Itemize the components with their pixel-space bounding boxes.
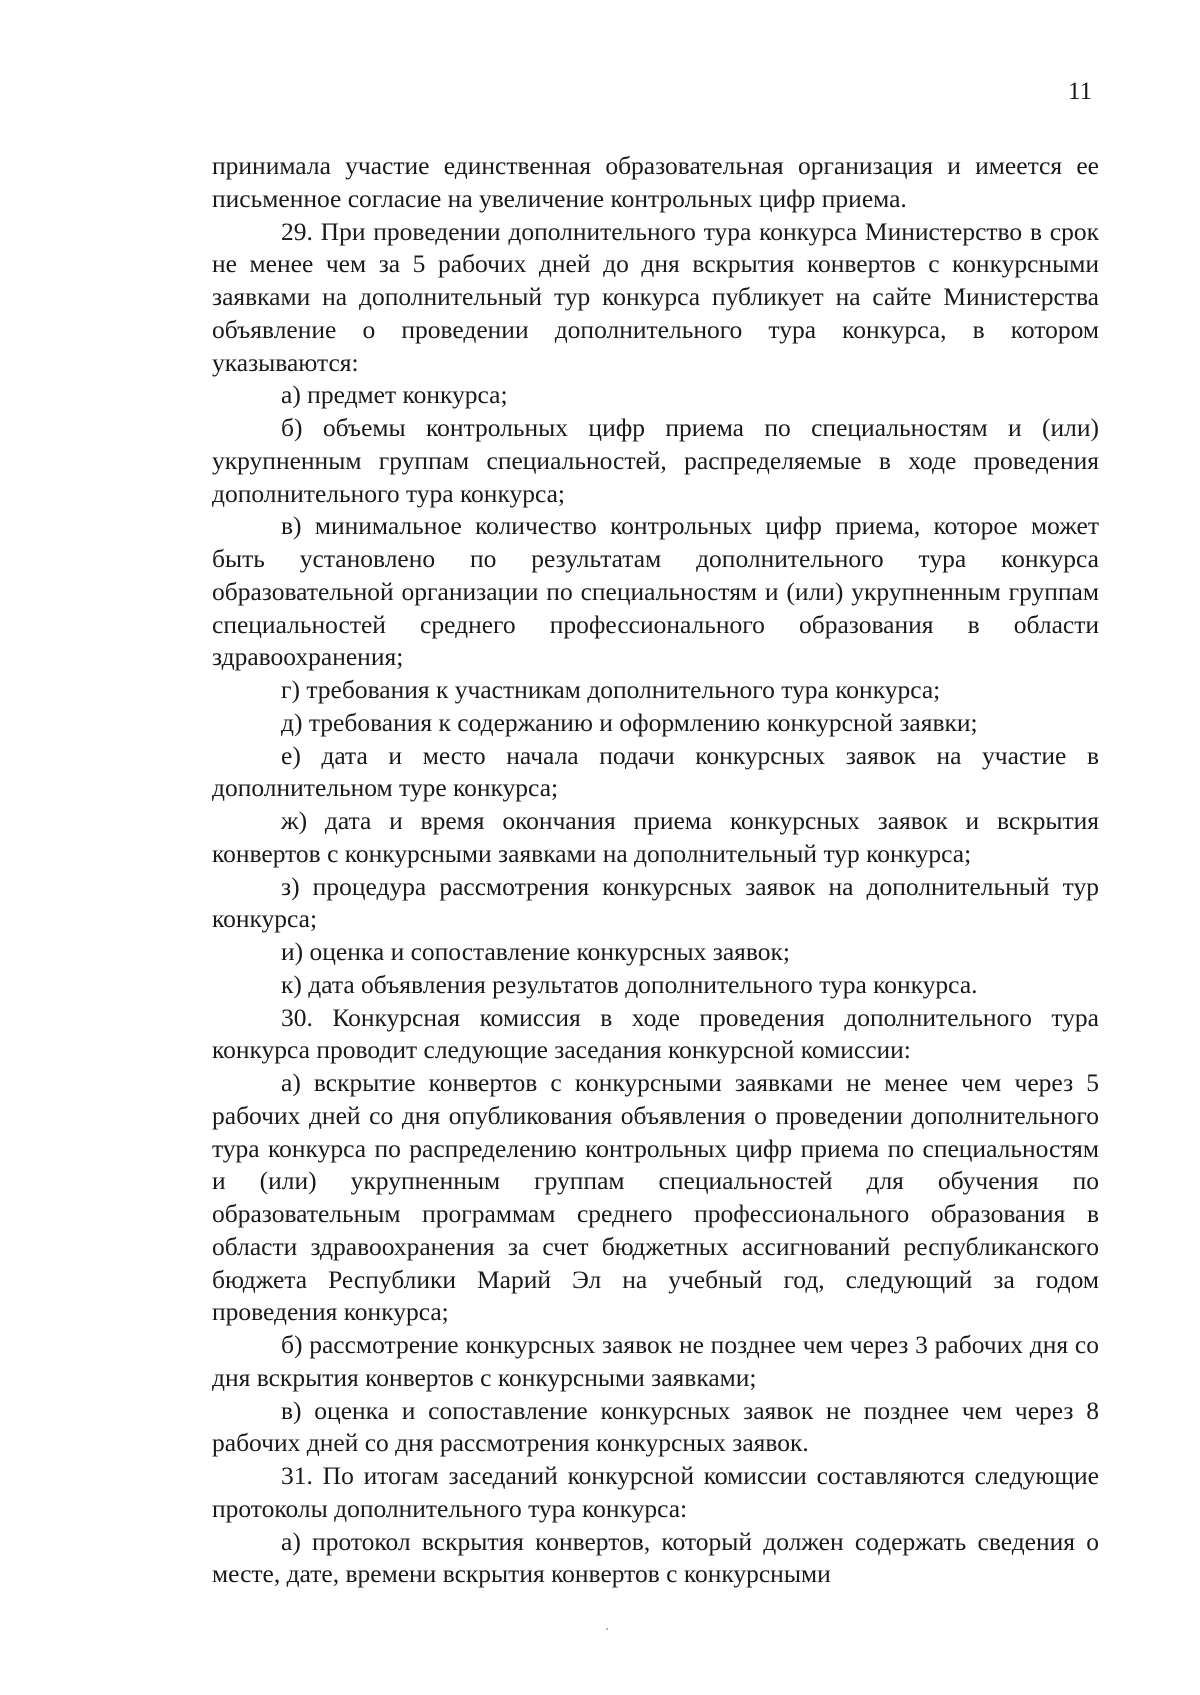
page-number: 11 xyxy=(1068,78,1093,105)
list-item-30-b: б) рассмотрение конкурсных заявок не позднее чем через 3 рабочих дня со дня вскрытия конвертов с конкурсными заявками; xyxy=(212,1330,1099,1392)
document-body xyxy=(212,150,1099,1591)
list-item-29-e: е) дата и место начала подачи конкурсных заявок на участие в дополнительном туре конкурса; xyxy=(212,740,1099,803)
list-item-29-zh: ж) дата и время окончания приема конкурсных заявок и вскрытия конвертов с конкурсными заявками на дополнительный тур конкурса; xyxy=(212,806,1099,868)
list-item-29-z: з) процедура рассмотрения конкурсных заявок на дополнительный тур конкурса; xyxy=(212,871,1099,934)
list-item-30-a: а) вскрытие конвертов с конкурсными заявками не менее чем через 5 рабочих дней со дня опубликования объявления о проведении дополнительного тура конкурса по распределению контрольных цифр приема по специальностям и (или) укрупненным группам специальностей для обучения по образовательным программам среднего профессионального образования в области здравоохранения за счет бюджетных ассигнований республиканского бюджета Республики Марий Эл на учебный год, следующий за годом проведения конкурса; xyxy=(212,1068,1099,1327)
list-item-29-i: и) оценка и сопоставление конкурсных заявок; xyxy=(281,937,790,966)
paragraph-continuation: принимала участие единственная образовательная организация и имеется ее письменное согласие на увеличение контрольных цифр приема. xyxy=(212,151,1099,213)
paragraph-clause-31: 31. По итогам заседаний конкурсной комиссии составляются следующие протоколы дополнительного тура конкурса: xyxy=(212,1461,1099,1523)
list-item-29-k: к) дата объявления результатов дополнительного тура конкурса. xyxy=(281,969,978,999)
list-item-29-d: д) требования к содержанию и оформлению конкурсной заявки; xyxy=(281,707,978,737)
list-item-29-g: г) требования к участникам дополнительного тура конкурса; xyxy=(281,675,941,704)
list-item-31-a: а) протокол вскрытия конвертов, который должен содержать сведения о месте, дате, времени вскрытия конвертов с конкурсными xyxy=(212,1526,1099,1589)
paragraph-clause-29: 29. При проведении дополнительного тура конкурса Министерство в срок не менее чем за 5 рабочих дней до дня вскрытия конвертов с конкурсными заявками на дополнительный тур конкурса публикует на сайте Министерства объявление о проведении дополнительного тура конкурса, в котором указываются: xyxy=(212,216,1099,377)
scan-artifact xyxy=(606,1628,608,1630)
list-item-30-v: в) оценка и сопоставление конкурсных заявок не позднее чем через 8 рабочих дней со дня рассмотрения конкурсных заявок. xyxy=(212,1395,1099,1458)
list-item-29-v: в) минимальное количество контрольных цифр приема, которое может быть установлено по результатам дополнительного тура конкурса образовательной организации по специальностям и (или) укрупненным группам специальностей среднего профессионального образования в области здравоохранения; xyxy=(212,511,1099,672)
paragraph-clause-30: 30. Конкурсная комиссия в ходе проведения дополнительного тура конкурса проводит следующие заседания конкурсной комиссии: xyxy=(212,1002,1099,1065)
list-item-29-b: б) объемы контрольных цифр приема по специальностям и (или) укрупненным группам специальностей, распределяемые в ходе проведения дополнительного тура конкурса; xyxy=(212,413,1099,508)
list-item-29-a: а) предмет конкурса; xyxy=(281,380,508,410)
